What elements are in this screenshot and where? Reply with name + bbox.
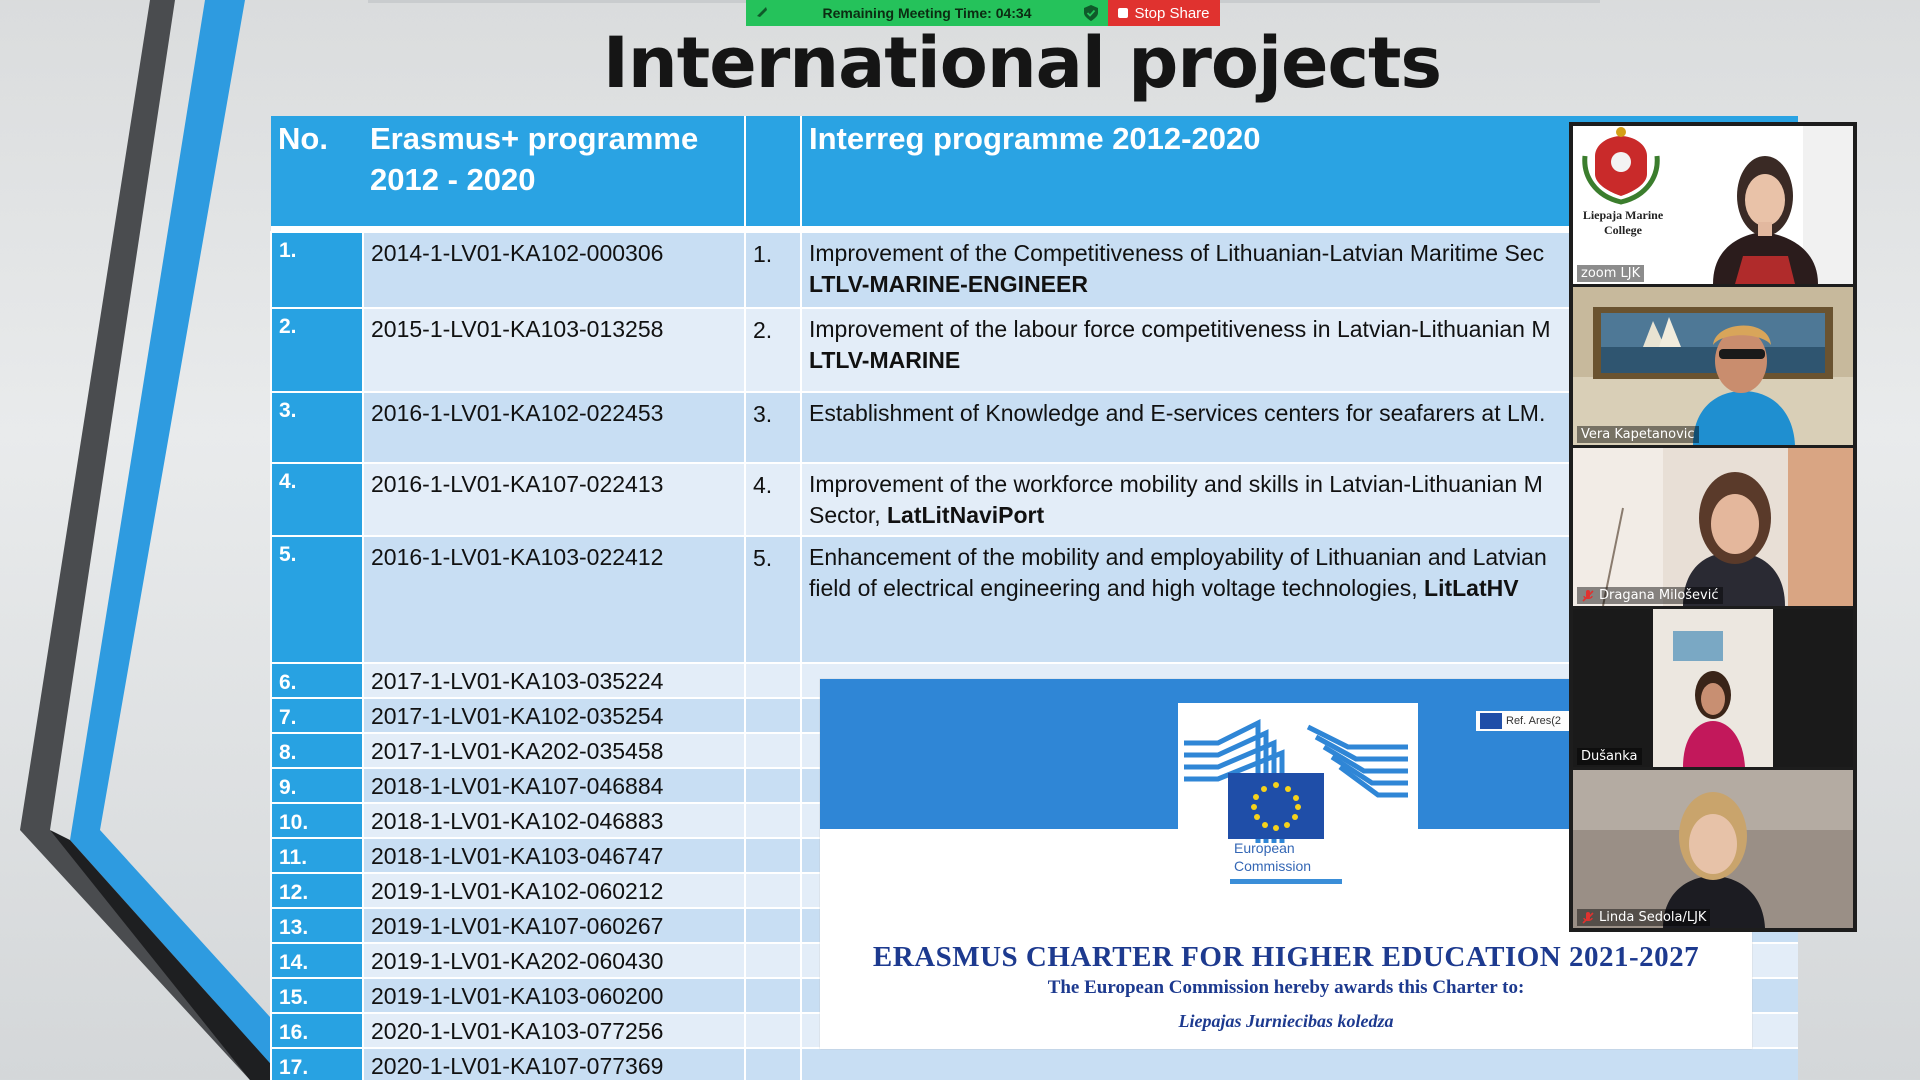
slide-decoration (0, 0, 300, 1080)
header-erasmus: Erasmus+ programme 2012 - 2020 (363, 116, 745, 226)
row-number: 12. (271, 873, 363, 908)
erasmus-code: 2018-1-LV01-KA103-046747 (363, 838, 745, 873)
erasmus-code: 2017-1-LV01-KA202-035458 (363, 733, 745, 768)
participant-name: Vera Kapetanovic (1577, 426, 1699, 443)
participant-tile-active-speaker[interactable] (1573, 287, 1853, 445)
interreg-project: Improvement of the Competitiveness of Lithuanian-Latvian Maritime Sec LTLV-MARINE-ENGINEER (801, 232, 1798, 308)
participant-video (1573, 448, 1853, 606)
mic-muted-icon (1581, 589, 1595, 603)
participant-tile[interactable] (1573, 609, 1853, 767)
row-number: 9. (271, 768, 363, 803)
remaining-time-label: Remaining Meeting Time: 04:34 (822, 5, 1032, 21)
header-interreg: Interreg programme 2012-2020 (801, 116, 1798, 226)
mic-muted-icon (1581, 911, 1595, 925)
project-acronym: LatLitNaviPort (886, 502, 1045, 528)
security-shield-icon[interactable] (1084, 5, 1098, 21)
erasmus-code: 2017-1-LV01-KA102-035254 (363, 698, 745, 733)
stop-share-label: Stop Share (1134, 4, 1210, 22)
erasmus-code: 2014-1-LV01-KA102-000306 (363, 232, 745, 308)
erasmus-code: 2020-1-LV01-KA107-077369 (363, 1048, 745, 1080)
header-no: No. (271, 116, 363, 226)
participant-name: zoom LJK (1577, 265, 1644, 282)
interreg-number: 5. (745, 536, 801, 663)
slide-title: International projects (602, 22, 1442, 104)
charter-ref: Ref. Ares(2 (1476, 711, 1596, 731)
erasmus-code: 2016-1-LV01-KA102-022453 (363, 392, 745, 463)
participant-name: Dragana Milošević (1577, 587, 1723, 604)
erasmus-code: 2019-1-LV01-KA103-060200 (363, 978, 745, 1013)
project-acronym: LitLatHV (1424, 575, 1519, 601)
row-number: 15. (271, 978, 363, 1013)
participant-tile[interactable] (1573, 126, 1853, 284)
college-logo-text: Liepaja Marine College (1582, 208, 1664, 237)
row-number: 7. (271, 698, 363, 733)
row-number: 4. (271, 463, 363, 536)
erasmus-code: 2016-1-LV01-KA103-022412 (363, 536, 745, 663)
erasmus-code: 2020-1-LV01-KA103-077256 (363, 1013, 745, 1048)
charter-subtitle: The European Commission hereby awards this Charter to: (1047, 977, 1525, 998)
erasmus-code: 2018-1-LV01-KA107-046884 (363, 768, 745, 803)
row-number: 14. (271, 943, 363, 978)
participant-video (1573, 609, 1853, 767)
erasmus-code: 2019-1-LV01-KA102-060212 (363, 873, 745, 908)
row-number: 5. (271, 536, 363, 663)
row-number: 13. (271, 908, 363, 943)
row-number: 8. (271, 733, 363, 768)
stop-icon (1118, 8, 1128, 18)
ec-underline (1230, 879, 1342, 884)
erasmus-code: 2017-1-LV01-KA103-035224 (363, 663, 745, 698)
table-row (271, 1048, 1798, 1080)
interreg-number: 3. (745, 392, 801, 463)
row-number: 17. (271, 1048, 363, 1080)
eu-flag-icon (1480, 713, 1502, 729)
interreg-number: 1. (745, 232, 801, 308)
charter-recipient: Liepajas Jurniecibas koledza (1178, 1011, 1394, 1031)
project-acronym: LTLV-MARINE (809, 347, 961, 373)
erasmus-code: 2019-1-LV01-KA202-060430 (363, 943, 745, 978)
charter-title: ERASMUS CHARTER FOR HIGHER EDUCATION 2021-2027 (872, 941, 1700, 973)
interreg-number: 2. (745, 308, 801, 392)
erasmus-code: 2019-1-LV01-KA107-060267 (363, 908, 745, 943)
participant-name: Linda Sedola/LJK (1577, 909, 1710, 926)
participant-tile[interactable] (1573, 770, 1853, 928)
project-acronym: LTLV-MARINE-ENGINEER (809, 271, 1088, 297)
interreg-number: 4. (745, 463, 801, 536)
timer-leaf-icon (754, 4, 770, 20)
ec-name: European Commission (1234, 840, 1312, 874)
participant-name: Dušanka (1577, 748, 1642, 765)
participant-video (1573, 770, 1853, 928)
participant-video (1573, 126, 1853, 284)
erasmus-code: 2016-1-LV01-KA107-022413 (363, 463, 745, 536)
erasmus-code: 2015-1-LV01-KA103-013258 (363, 308, 745, 392)
interreg-project: Improvement of the labour force competitiveness in Latvian-Lithuanian M LTLV-MARINE (801, 308, 1798, 392)
participant-gallery (1569, 122, 1857, 932)
header-gap (745, 116, 801, 226)
participant-tile[interactable] (1573, 448, 1853, 606)
interreg-project: Enhancement of the mobility and employability of Lithuanian and Latvian field of electrical engineering and high voltage technologies, LitLatHV (801, 536, 1798, 663)
row-number: 11. (271, 838, 363, 873)
participant-video (1573, 287, 1853, 445)
row-number: 1. (271, 232, 363, 308)
row-number: 3. (271, 392, 363, 463)
erasmus-code: 2018-1-LV01-KA102-046883 (363, 803, 745, 838)
row-number: 6. (271, 663, 363, 698)
row-number: 2. (271, 308, 363, 392)
row-number: 10. (271, 803, 363, 838)
row-number: 16. (271, 1013, 363, 1048)
interreg-project: Establishment of Knowledge and E-services centers for seafarers at LM. (801, 392, 1798, 463)
interreg-project: Improvement of the workforce mobility and skills in Latvian-Lithuanian M Sector, LatLitNaviPort (801, 463, 1798, 536)
